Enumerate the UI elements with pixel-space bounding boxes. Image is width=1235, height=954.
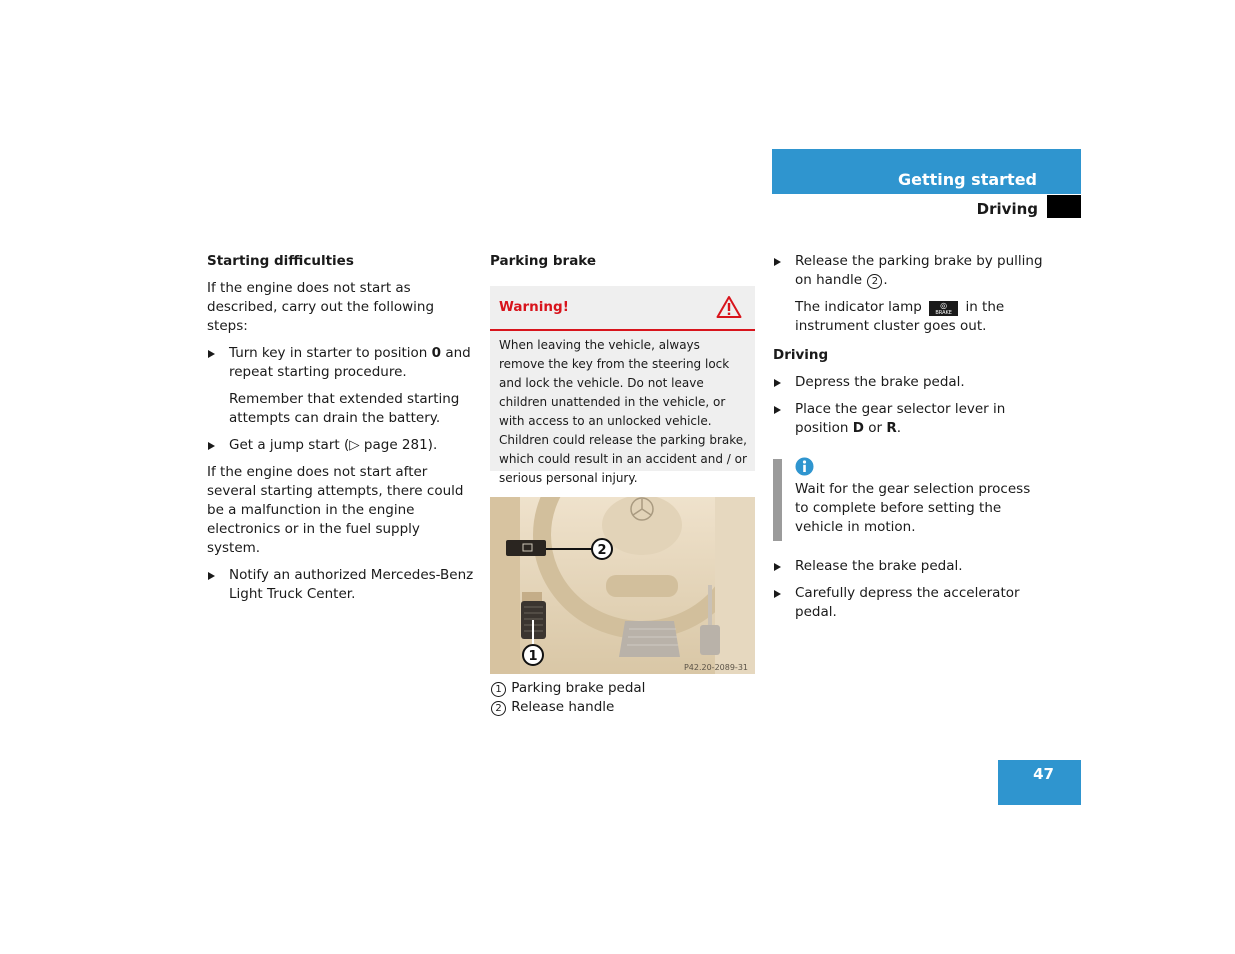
warning-label: Warning! [499,299,569,315]
page-number: 47 [1033,765,1054,783]
warning-text: When leaving the vehicle, always remove the key from the steering lock and lock the vehicle. Do not leave children unattended in the vehicle, or with access to an unlocked vehicle. Children could release the parking brake, which could result in an accident and / or serious personal injury. [499,338,747,485]
callout-2: 2 [597,543,607,558]
subsection-title: Driving [976,200,1038,218]
step-accelerate: Carefully depress the accelerator pedal. [773,584,1043,622]
parking-brake-heading: Parking brake [490,253,597,269]
brake-lamp-icon: ◎ BRAKE [929,301,958,316]
step-jump-start: Get a jump start (▷ page 281). [207,436,475,455]
info-bar [773,459,782,541]
starting-difficulties-heading: Starting difficulties [207,253,354,269]
intro-paragraph: If the engine does not start as described, carry out the following steps: [207,280,435,334]
page-number-box [998,760,1081,805]
image-code: P42.20-2089-31 [683,663,748,672]
step-depress-brake: Depress the brake pedal. [773,373,1043,392]
step-notify-center: Notify an authorized Mercedes-Benz Light Truck Center. [207,566,475,604]
step-release-brake: Release the brake pedal. [773,557,1043,576]
step-release-parking-brake: Release the parking brake by pulling on handle 2 . [773,252,1043,290]
battery-note: Remember that extended starting attempts can drain the battery. [229,391,460,426]
driving-heading: Driving [773,347,829,363]
indicator-lamp-note: The indicator lamp ◎ BRAKE in the instrument cluster goes out. [795,299,1005,334]
section-title: Getting started [898,170,1037,189]
legend-item-1: 1 Parking brake pedal [490,679,645,698]
header-tab-marker [1047,195,1081,218]
header-bar [772,149,1081,194]
parking-brake-photo [490,497,755,674]
callout-1: 1 [528,649,538,664]
driving-steps-continued [773,557,1043,630]
info-text: Wait for the gear selection process to complete before setting the vehicle in motion. [795,481,1031,535]
step-gear-selector: Place the gear selector lever in position D or R. [773,400,1043,438]
malfunction-paragraph: If the engine does not start after several starting attempts, there could be a malfunction in the engine electronics or in the fuel supply system. [207,464,464,556]
photo-legend [490,679,645,717]
step-turn-key: Turn key in starter to position 0 and repeat starting procedure. [207,344,475,382]
warning-box [490,286,755,485]
starting-difficulties-section [207,252,475,612]
driving-section [773,252,1043,446]
warning-triangle-icon [716,295,742,319]
warning-header [490,286,755,331]
info-icon [795,457,814,476]
legend-item-2: 2 Release handle [490,698,645,717]
